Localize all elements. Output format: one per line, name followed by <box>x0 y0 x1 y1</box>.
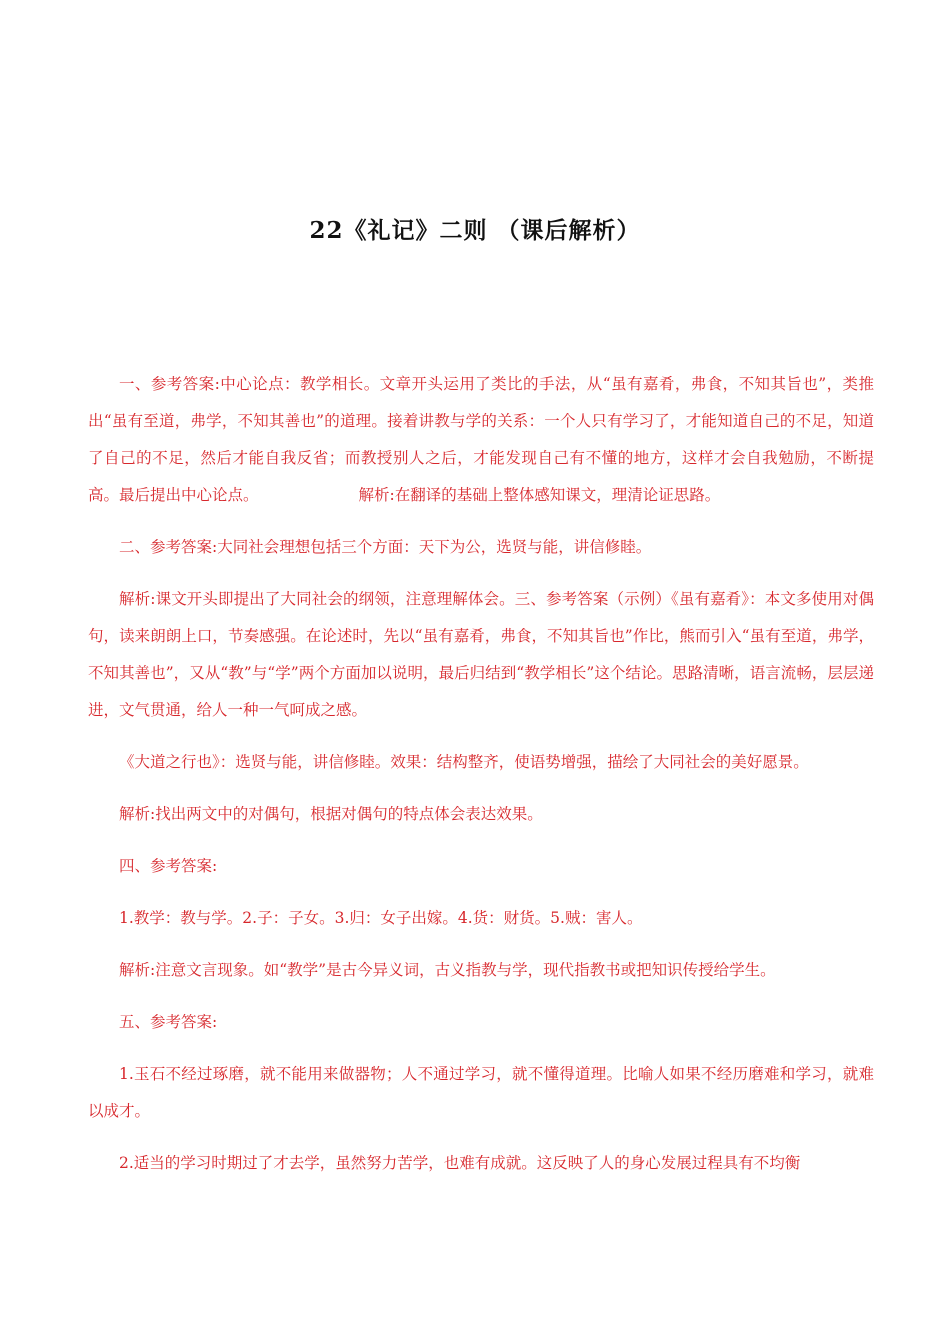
answer-4-analysis-paragraph: 解析:注意文言现象。如“教学”是古今异义词，古义指教与学，现代指教书或把知识传授给学生。 <box>119 961 776 979</box>
document-title: 22《礼记》二则 （课后解析） <box>309 217 641 244</box>
answer-2-paragraph: 二、参考答案:大同社会理想包括三个方面：天下为公，选贤与能，讲信修睦。 <box>119 538 652 556</box>
answer-1-text: 一、参考答案:中心论点：教学相长。文章开头运用了类比的手法，从“虽有嘉肴，弗食，不知其旨也”，类推出“虽有至道，弗学，不知其善也”的道理。接着讲教与学的关系：一个人只有学习了，才能知道自己的不足，知道了自己的不足，然后才能自我反省；而教授别人之后，才能发现自己有不懂的地方，这样才会自我勉励，不断提高。最后提出中心论点。 <box>88 375 874 504</box>
answer-5-item-1: 1.玉石不经过琢磨，就不能用来做器物；人不通过学习，就不懂得道理。比喻人如果不经历磨难和学习，就难以成才。 <box>88 1065 874 1120</box>
answer-4-paragraph: 1.教学：教与学。2.子：子女。3.归：女子出嫁。4.货：财货。5.贼：害人。 <box>119 909 643 927</box>
section-5-heading: 五、参考答案: <box>119 1013 218 1031</box>
answer-3-example-paragraph: 《大道之行也》：选贤与能，讲信修睦。效果：结构整齐，使语势增强，描绘了大同社会的美好愿景。 <box>119 753 809 771</box>
section-4-heading: 四、参考答案: <box>119 857 218 875</box>
answer-3-paragraph: 解析:课文开头即提出了大同社会的纲领，注意理解体会。三、参考答案（示例）《虽有嘉肴》：本文多使用对偶句，读来朗朗上口，节奏感强。在论述时，先以“虽有嘉肴，弗食，不知其旨也”作比，熊而引入“虽有至道，弗学，不知其善也”，又从“教”与“学”两个方面加以说明，最后归结到“教学相长”这个结论。思路清晰，语言流畅，层层递进，文气贯通，给人一种一气呵成之感。 <box>88 590 874 719</box>
answer-3-analysis-paragraph: 解析:找出两文中的对偶句，根据对偶句的特点体会表达效果。 <box>119 805 543 823</box>
answer-1-paragraph <box>88 366 874 514</box>
answer-1-analysis: 解析:在翻译的基础上整体感知课文，理清论证思路。 <box>358 486 721 504</box>
answer-5-item-2: 2.适当的学习时期过了才去学，虽然努力苦学，也难有成就。这反映了人的身心发展过程具有不均衡 <box>119 1154 801 1172</box>
document-body <box>88 366 874 1182</box>
